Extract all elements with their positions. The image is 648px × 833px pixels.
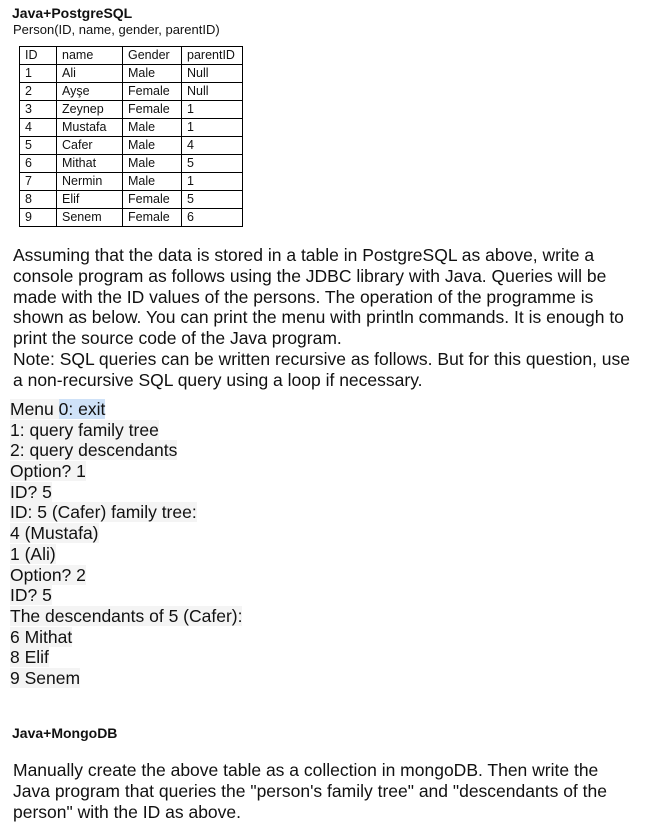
console-menu-highlight: 0: exit xyxy=(58,399,106,419)
cell-parentid: Null xyxy=(182,65,243,83)
cell-id: 8 xyxy=(20,191,57,209)
table-row xyxy=(20,101,243,119)
cell-name: Senem xyxy=(57,209,123,227)
cell-name: Mithat xyxy=(57,155,123,173)
header-id: ID xyxy=(20,47,57,65)
console-line xyxy=(10,420,242,441)
console-line xyxy=(10,668,242,689)
console-line xyxy=(10,627,242,648)
cell-gender: Female xyxy=(123,209,182,227)
table-row xyxy=(20,119,243,137)
console-line xyxy=(10,544,242,565)
table-row xyxy=(20,191,243,209)
console-line-text: 1: query family tree xyxy=(10,419,159,440)
cell-name: Elif xyxy=(57,191,123,209)
cell-gender: Male xyxy=(123,119,182,137)
table-row xyxy=(20,65,243,83)
console-menu-line xyxy=(10,399,242,420)
cell-id: 3 xyxy=(20,101,57,119)
cell-id: 5 xyxy=(20,137,57,155)
console-line-text: The descendants of 5 (Cafer): xyxy=(10,605,243,626)
cell-name: Ayşe xyxy=(57,83,123,101)
cell-id: 6 xyxy=(20,155,57,173)
cell-parentid: Null xyxy=(182,83,243,101)
console-line-text: ID? 5 xyxy=(10,481,52,502)
console-line-text: ID? 5 xyxy=(10,585,52,606)
cell-parentid: 6 xyxy=(182,209,243,227)
cell-parentid: 1 xyxy=(182,173,243,191)
console-line-text: Option? 2 xyxy=(10,564,86,585)
cell-gender: Female xyxy=(123,191,182,209)
cell-parentid: 5 xyxy=(182,191,243,209)
console-line xyxy=(10,482,242,503)
cell-parentid: 1 xyxy=(182,119,243,137)
console-line-text: 6 Mithat xyxy=(10,626,73,647)
console-line-text: 2: query descendants xyxy=(10,440,178,461)
table-row xyxy=(20,155,243,173)
console-line-text: 4 (Mustafa) xyxy=(10,523,99,544)
mongo-instructions-block xyxy=(13,760,633,822)
cell-gender: Female xyxy=(123,83,182,101)
header-gender: Gender xyxy=(123,47,182,65)
console-line xyxy=(10,647,242,668)
cell-name: Zeynep xyxy=(57,101,123,119)
cell-parentid: 5 xyxy=(182,155,243,173)
table-row xyxy=(20,173,243,191)
cell-gender: Female xyxy=(123,101,182,119)
schema-line: Person(ID, name, gender, parentID) xyxy=(13,22,220,37)
console-line xyxy=(10,440,242,461)
cell-id: 9 xyxy=(20,209,57,227)
cell-id: 1 xyxy=(20,65,57,83)
mongo-instructions-paragraph: Manually create the above table as a collection in mongoDB. Then write the Java program that queries the "person's family tree" and "descendants of the person" with the ID as above. xyxy=(13,760,607,822)
cell-gender: Male xyxy=(123,65,182,83)
console-line-text: 9 Senem xyxy=(10,667,81,688)
console-line-text: Option? 1 xyxy=(10,461,86,482)
instructions-paragraph: Assuming that the data is stored in a table in PostgreSQL as above, write a console program as follows using the JDBC library with Java. Queries will be made with the ID values of the persons. The operation of the programme is shown as below. You can print the menu with println commands. It is enough to print the source code of the Java program. xyxy=(13,245,624,349)
console-menu-label: Menu xyxy=(10,399,59,419)
header-name: name xyxy=(57,47,123,65)
console-line xyxy=(10,461,242,482)
cell-gender: Male xyxy=(123,155,182,173)
section-heading-postgresql: Java+PostgreSQL xyxy=(12,5,133,21)
cell-name: Cafer xyxy=(57,137,123,155)
console-line-text: 8 Elif xyxy=(10,647,49,668)
table-header-row xyxy=(20,47,243,65)
cell-id: 2 xyxy=(20,83,57,101)
cell-name: Ali xyxy=(57,65,123,83)
cell-gender: Male xyxy=(123,173,182,191)
cell-gender: Male xyxy=(123,137,182,155)
cell-parentid: 1 xyxy=(182,101,243,119)
instructions-block xyxy=(13,245,633,391)
console-output xyxy=(10,399,242,689)
console-line-text: ID: 5 (Cafer) family tree: xyxy=(10,502,197,523)
console-line xyxy=(10,502,242,523)
table-row xyxy=(20,209,243,227)
console-line xyxy=(10,565,242,586)
console-line-text: 1 (Ali) xyxy=(10,543,56,564)
person-table xyxy=(19,46,243,227)
table-row xyxy=(20,137,243,155)
table-row xyxy=(20,83,243,101)
cell-parentid: 4 xyxy=(182,137,243,155)
section-heading-mongodb: Java+MongoDB xyxy=(12,725,118,741)
cell-name: Nermin xyxy=(57,173,123,191)
cell-name: Mustafa xyxy=(57,119,123,137)
console-line xyxy=(10,523,242,544)
cell-id: 7 xyxy=(20,173,57,191)
note-paragraph: Note: SQL queries can be written recursive as follows. But for this question, use a non-recursive SQL query using a loop if necessary. xyxy=(13,348,631,390)
console-line xyxy=(10,606,242,627)
header-parentid: parentID xyxy=(182,47,243,65)
console-line xyxy=(10,585,242,606)
cell-id: 4 xyxy=(20,119,57,137)
